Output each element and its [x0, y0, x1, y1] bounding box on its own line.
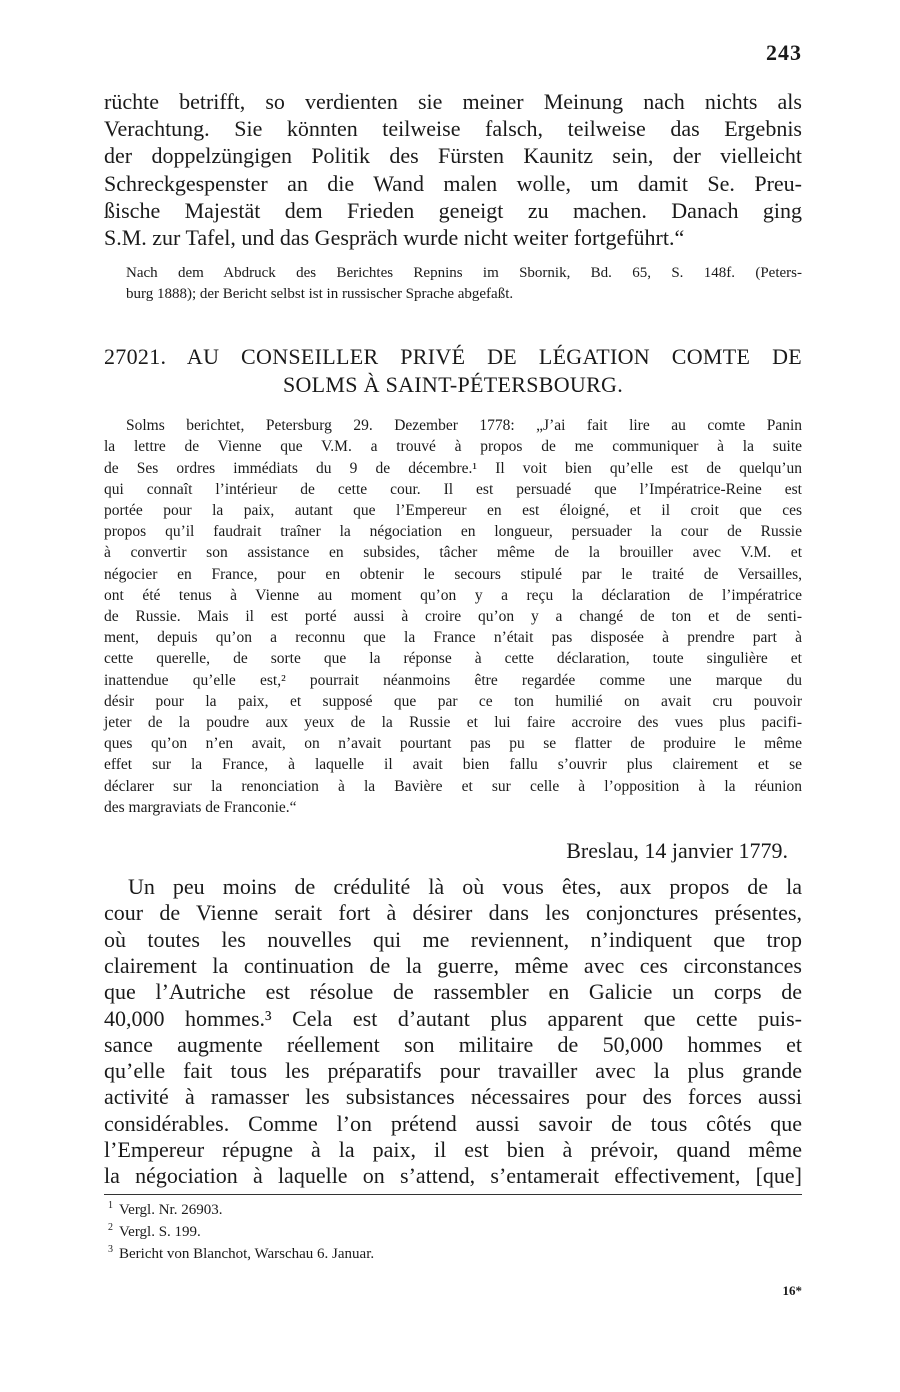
footnote [108, 1241, 802, 1263]
report-line: ques qu’on n’en avait, on n’avait pourtant pas pu se flatter de produire le même [104, 735, 802, 753]
footnote-text: Vergl. Nr. 26903. [119, 1201, 223, 1218]
intro-line: Schreckgespenster an die Wand malen wolle, um damit Se. Preu- [104, 170, 802, 196]
report-line: négocier en France, pour en obtenir le secours stipulé par le traité de Versailles, [104, 565, 802, 583]
letter-body [104, 874, 802, 1190]
letter-heading [104, 343, 802, 399]
footnote-text: Vergl. S. 199. [119, 1223, 201, 1240]
letter-line: que l’Autriche est résolue de rassembler en Galicie un corps de [104, 979, 802, 1005]
report-line: propos qu’il faudrait traîner la négociation en longueur, persuader la cour de Russie [104, 523, 802, 541]
intro-line: Verachtung. Sie könnten teilweise falsch, teilweise das Ergebnis [104, 116, 802, 142]
letter-line: l’Empereur répugne à la paix, il est bien à prévoir, quand même [104, 1137, 802, 1163]
footnote-number: 1 [108, 1199, 113, 1211]
heading-line-1: 27021. AU CONSEILLER PRIVÉ DE LÉGATION COMTE DE [104, 344, 802, 370]
heading-line-2: SOLMS À SAINT-PÉTERSBOURG. [282, 372, 624, 398]
report-line: jeter de la poudre aux yeux de la Russie et lui faire accroire des vues plus pacifi- [104, 714, 802, 732]
report-line: inattendue qu’elle est,² pourrait néanmoins être regardée comme une marque du [104, 671, 802, 689]
letter-line: cour de Vienne serait fort à désirer dans les conjonctures présentes, [104, 900, 802, 926]
report-line: la lettre de Vienne que V.M. a trouvé à propos de me communiquer à la suite [104, 438, 802, 456]
signature-mark: 16* [782, 1283, 802, 1298]
letter-line: 40,000 hommes.³ Cela est d’autant plus apparent que cette puis- [104, 1005, 802, 1031]
intro-line: ßische Majestät dem Frieden geneigt zu machen. Danach ging [104, 197, 802, 223]
source-line: Nach dem Abdruck des Berichtes Repnins im Sbornik, Bd. 65, S. 148f. (Peters- [126, 265, 802, 282]
intro-line: rüchte betrifft, so verdienten sie meiner Meinung nach nichts als [104, 89, 802, 114]
report-line: à convertir son assistance en subsides, tâcher même de la brouiller avec V.M. et [104, 544, 802, 562]
letter-line: clairement la continuation de la guerre, même avec ces circonstances [104, 952, 802, 978]
letter-line: qu’elle fait tous les préparatifs pour travailler avec la plus grande [104, 1058, 802, 1084]
report-line: qui connaît l’intérieur de cette cour. Il est persuadé que l’Impératrice-Reine est [104, 480, 802, 498]
letter-line: où toutes les nouvelles qui me reviennent, n’indiquent que trop [104, 926, 802, 952]
report-line: des margraviats de Franconie.“ [104, 798, 297, 816]
letter-line: la négociation à laquelle on s’attend, s’entamerait effectivement, [que] [104, 1163, 802, 1189]
report-line: de Ses ordres immédiats du 9 de décembre.¹ Il voit bien qu’elle est de quelqu’un [104, 459, 802, 477]
report-line: cette querelle, de sorte que la réponse à cette déclaration, toute singulière et [104, 650, 802, 668]
report-line: portée pour la paix, autant que l’Empereur en est éloigné, et il croit que ces [104, 502, 802, 520]
letter-dateline: Breslau, 14 janvier 1779. [566, 838, 788, 864]
letter-line: Un peu moins de crédulité là où vous êtes, aux propos de la [128, 874, 802, 900]
report-line: Solms berichtet, Petersburg 29. Dezember 1778: „J’ai fait lire au comte Panin [126, 417, 802, 435]
footnote [108, 1219, 802, 1241]
footnote [108, 1197, 802, 1219]
letter-line: sance augmente réellement son militaire de 50,000 hommes et [104, 1031, 802, 1057]
report-summary [104, 415, 802, 818]
report-line: désir pour la paix, et supposé que par ce ton humilié on avait cru pouvoir [104, 692, 802, 710]
report-line: de Russie. Mais il est porté aussi à croire qu’on y a changé de ton et de senti- [104, 608, 802, 626]
source-line: burg 1888); der Bericht selbst ist in russischer Sprache abgefaßt. [126, 286, 514, 303]
report-line: ont été tenus à Vienne au moment qu’on y a reçu la déclaration de l’impératrice [104, 586, 802, 604]
footnote-number: 2 [108, 1221, 113, 1233]
page-content [104, 88, 802, 1263]
letter-line: considérables. Comme l’on prétend aussi savoir de tous côtés que [104, 1110, 802, 1136]
intro-line: S.M. zur Tafel, und das Gespräch wurde nicht weiter fortgeführt.“ [104, 225, 685, 251]
footnote-text: Bericht von Blanchot, Warschau 6. Januar. [119, 1245, 375, 1262]
footnote-divider [104, 1194, 802, 1195]
letter-line: activité à ramasser les subsistances nécessaires pour des forces aussi [104, 1084, 802, 1110]
intro-paragraph [104, 88, 802, 251]
footnotes [104, 1197, 802, 1263]
page-number: 243 [766, 40, 802, 65]
intro-line: der doppelzüngigen Politik des Fürsten Kaunitz sein, der vielleicht [104, 143, 802, 169]
source-note [104, 263, 802, 305]
report-line: ment, depuis qu’on a reconnu que la France n’était pas disposée à prendre part à [104, 629, 802, 647]
report-line: effet sur la France, à laquelle il avait bien fallu s’ouvrir plus clairement et se [104, 756, 802, 774]
footnote-number: 3 [108, 1243, 113, 1255]
report-line: déclarer sur la renonciation à la Bavière et sur celle à l’opposition à la réunion [104, 777, 802, 795]
